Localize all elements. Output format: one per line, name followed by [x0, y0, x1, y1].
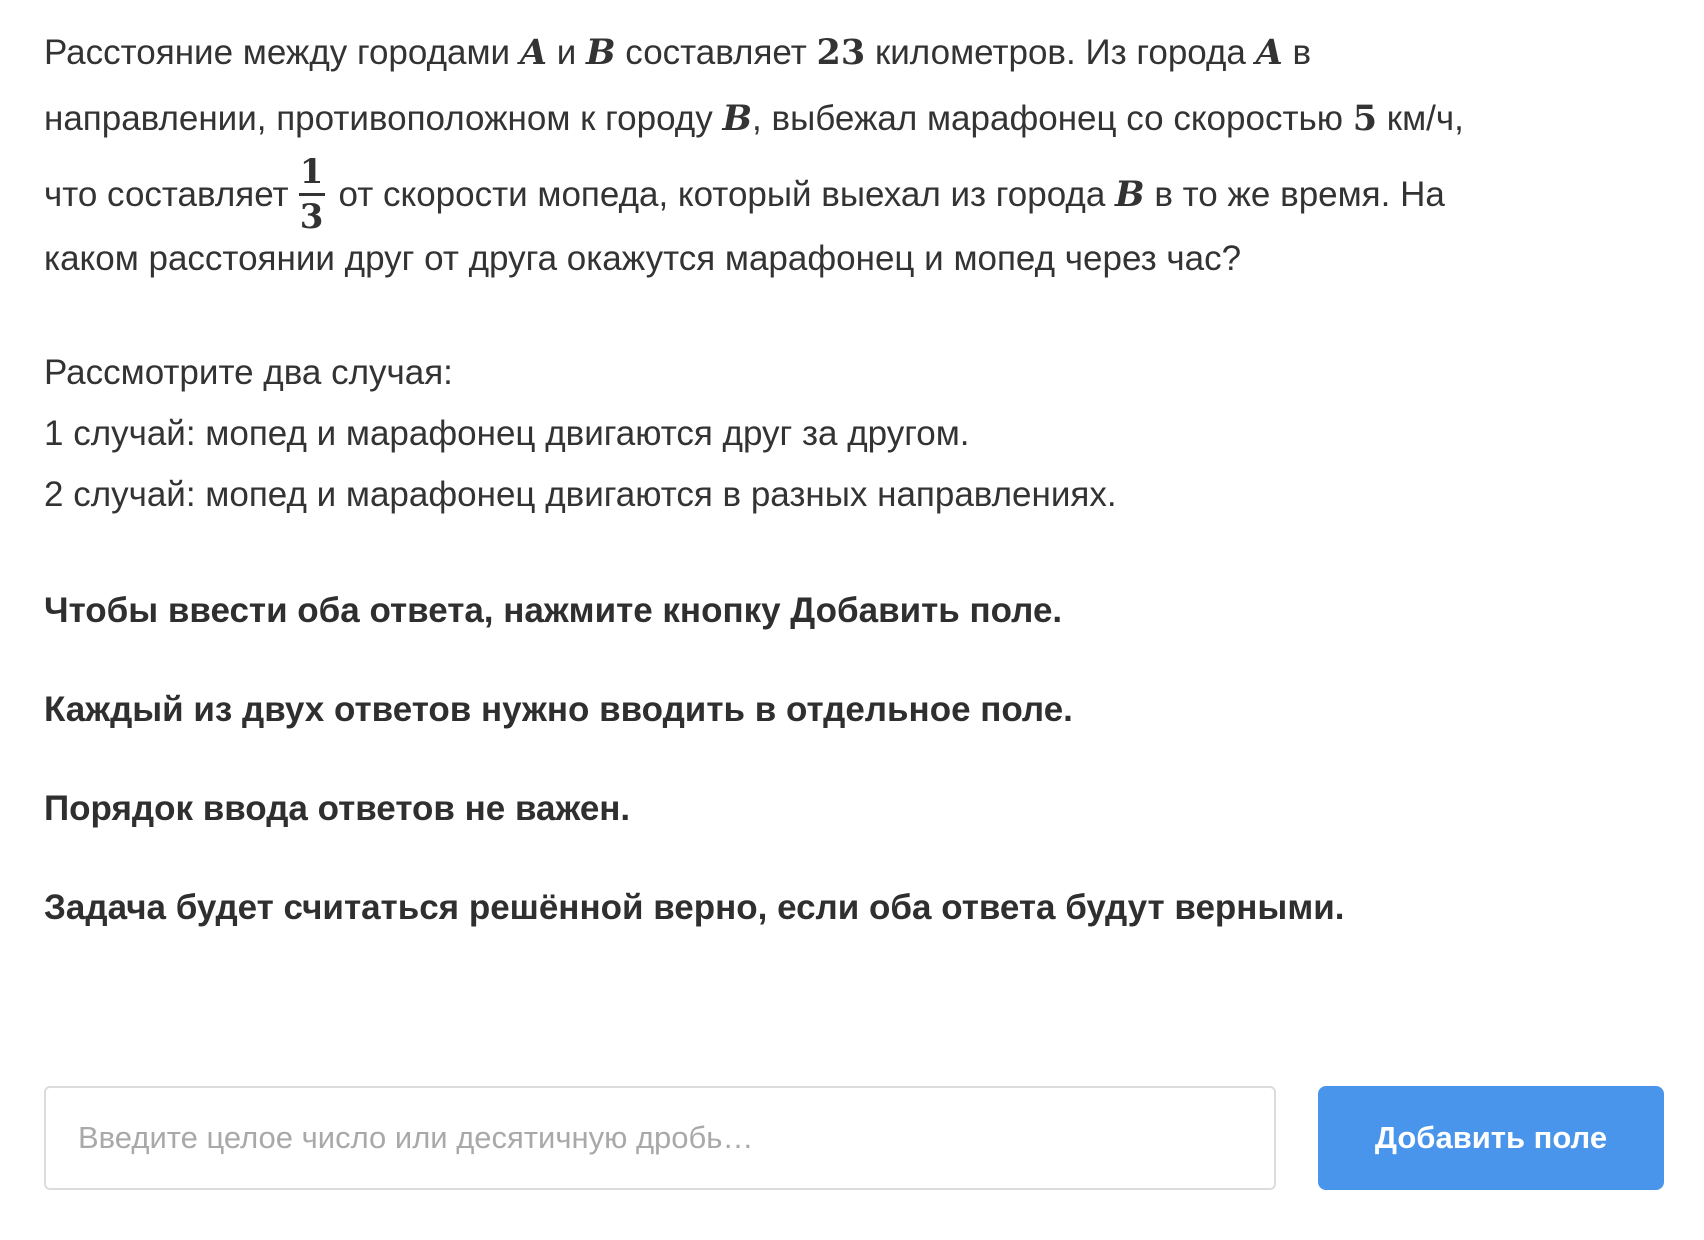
add-field-button[interactable]: Добавить поле [1318, 1086, 1664, 1190]
instructions-block [44, 587, 1664, 932]
text-fragment: составляет [615, 33, 817, 72]
text-fragment: в [1282, 33, 1312, 72]
math-variable-a: A [1255, 32, 1283, 73]
text-fragment: в то же время. На [1144, 175, 1445, 214]
cases-block [44, 342, 1664, 525]
problem-line-4: каком расстоянии друг от друга окажутся марафонец и мопед через час? [44, 239, 1242, 279]
text-fragment: Расстояние между городами [44, 33, 520, 72]
math-variable-b: B [722, 98, 753, 139]
spacer [44, 525, 1664, 587]
fraction-bar [299, 193, 325, 196]
spacer [44, 292, 1664, 342]
instruction-add-field: Чтобы ввести оба ответа, нажмите кнопку Добавить поле. [44, 591, 1063, 631]
spacer [44, 734, 1664, 785]
problem-line-1 [44, 20, 1664, 86]
text-fragment: от скорости мопеда, который выехал из города [338, 175, 1116, 214]
fraction-denominator: 3 [299, 197, 324, 238]
text-fragment: что составляет [44, 175, 289, 214]
answer-input[interactable] [44, 1086, 1276, 1190]
text-fragment: , выбежал марафонец со скоростью [752, 99, 1353, 138]
instruction-order: Порядок ввода ответов не важен. [44, 789, 631, 829]
math-variable-b: B [585, 32, 616, 73]
case-1: 1 случай: мопед и марафонец двигаются друг за другом. [44, 414, 970, 454]
cases-intro: Рассмотрите два случая: [44, 353, 453, 393]
text-fragment: км/ч, [1377, 99, 1464, 138]
text-fragment: километров. Из города [865, 33, 1256, 72]
fraction-numerator: 1 [299, 152, 324, 193]
math-number-distance: 23 [816, 32, 866, 73]
math-fraction [299, 153, 325, 236]
text-fragment: и [546, 33, 586, 72]
spacer [44, 833, 1664, 884]
spacer [44, 635, 1664, 686]
problem-statement [44, 20, 1664, 292]
instruction-correct: Задача будет считаться решённой верно, если оба ответа будут верными. [44, 888, 1345, 928]
math-variable-a: A [519, 32, 547, 73]
math-variable-b: B [1115, 174, 1145, 215]
task-content [44, 20, 1664, 932]
case-2: 2 случай: мопед и марафонец двигаются в разных направлениях. [44, 475, 1117, 515]
text-fragment: направлении, противоположном к городу [44, 99, 723, 138]
instruction-separate-fields: Каждый из двух ответов нужно вводить в отдельное поле. [44, 690, 1073, 730]
problem-line-2 [44, 86, 1664, 152]
math-number-speed: 5 [1352, 98, 1378, 139]
